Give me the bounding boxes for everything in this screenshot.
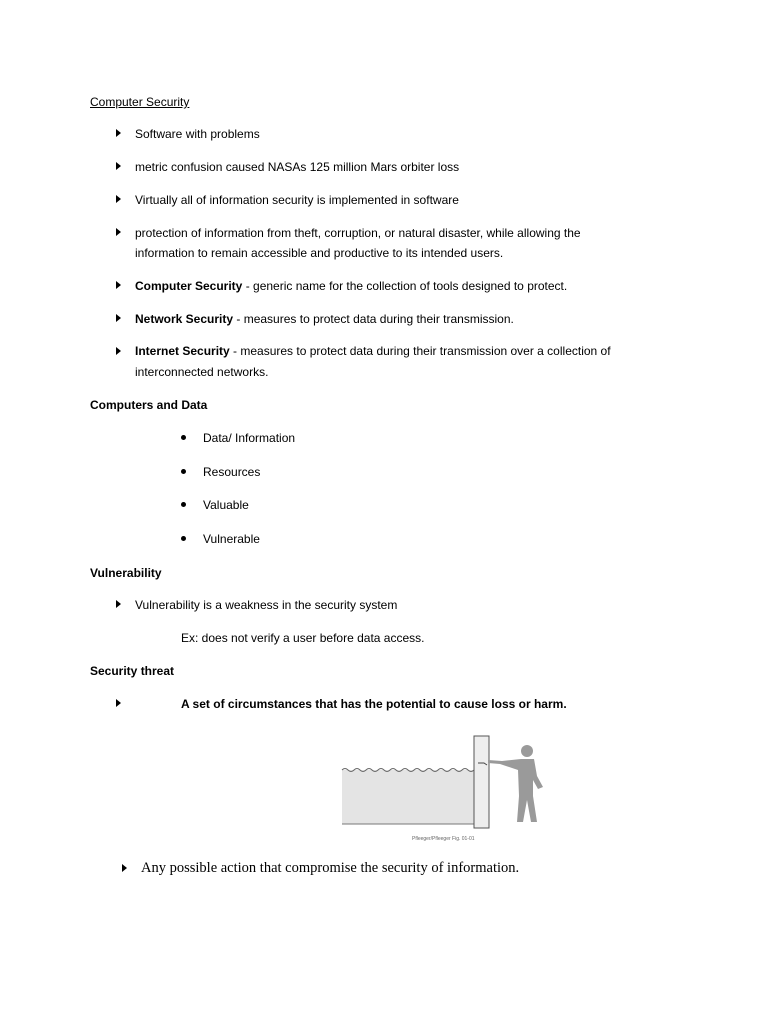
bullet-text-line2: interconnected networks. [135, 365, 269, 379]
bullet-definition [135, 278, 567, 294]
heading-security-threat: Security threat [90, 664, 175, 678]
dot-bullet-icon [181, 536, 186, 541]
heading-computer-security: Computer Security [90, 95, 190, 109]
bullet-text: Virtually all of information security is implemented in software [135, 193, 459, 207]
bullet-text-line1: protection of information from theft, corruption, or natural disaster, while allowing the [135, 226, 581, 240]
arrow-bullet-icon [116, 600, 121, 608]
bullet-definition [135, 311, 514, 327]
arrow-bullet-icon [116, 699, 121, 707]
definition-text: - measures to protect data during their transmission. [233, 312, 514, 326]
definition-text: - measures to protect data during their transmission over a collection of [229, 344, 611, 358]
arrow-bullet-icon [116, 281, 121, 289]
arrow-bullet-icon [116, 314, 121, 322]
bullet-text: Vulnerability is a weakness in the security system [135, 598, 398, 612]
arrow-bullet-icon [116, 228, 121, 236]
term-internet-security: Internet Security [135, 344, 230, 358]
heading-vulnerability: Vulnerability [90, 566, 162, 580]
wall [474, 736, 489, 828]
arrow-bullet-icon [116, 195, 121, 203]
bullet-text: metric confusion caused NASAs 125 million Mars orbiter loss [135, 160, 460, 174]
final-bullet-text: Any possible action that compromise the security of information. [141, 860, 520, 876]
bullet-text: Software with problems [135, 127, 260, 141]
figure-caption: Pfleeger/Pfleeger Fig. 01-01 [412, 836, 475, 842]
threat-definition: A set of circumstances that has the potential to cause loss or harm. [181, 697, 567, 711]
dot-item: Vulnerable [203, 532, 260, 546]
dot-item: Resources [203, 465, 261, 479]
term-network-security: Network Security [135, 312, 234, 326]
dot-item: Valuable [203, 498, 249, 512]
term-computer-security: Computer Security [135, 279, 243, 293]
dot-bullet-icon [181, 502, 186, 507]
arrow-bullet-icon [116, 162, 121, 170]
dot-bullet-icon [181, 435, 186, 440]
example-text: Ex: does not verify a user before data access. [181, 631, 425, 645]
person-icon [488, 745, 543, 822]
dot-bullet-icon [181, 469, 186, 474]
threat-illustration [338, 730, 558, 848]
arrow-bullet-icon [116, 129, 121, 137]
arrow-bullet-icon [116, 347, 121, 355]
arrow-bullet-icon [122, 864, 127, 872]
bullet-definition [135, 343, 611, 359]
water-body [342, 770, 474, 824]
definition-text: - generic name for the collection of tools designed to protect. [242, 279, 568, 293]
dot-item: Data/ Information [203, 431, 296, 445]
heading-computers-and-data: Computers and Data [90, 398, 208, 412]
bullet-text-line2: information to remain accessible and productive to its intended users. [135, 246, 504, 260]
